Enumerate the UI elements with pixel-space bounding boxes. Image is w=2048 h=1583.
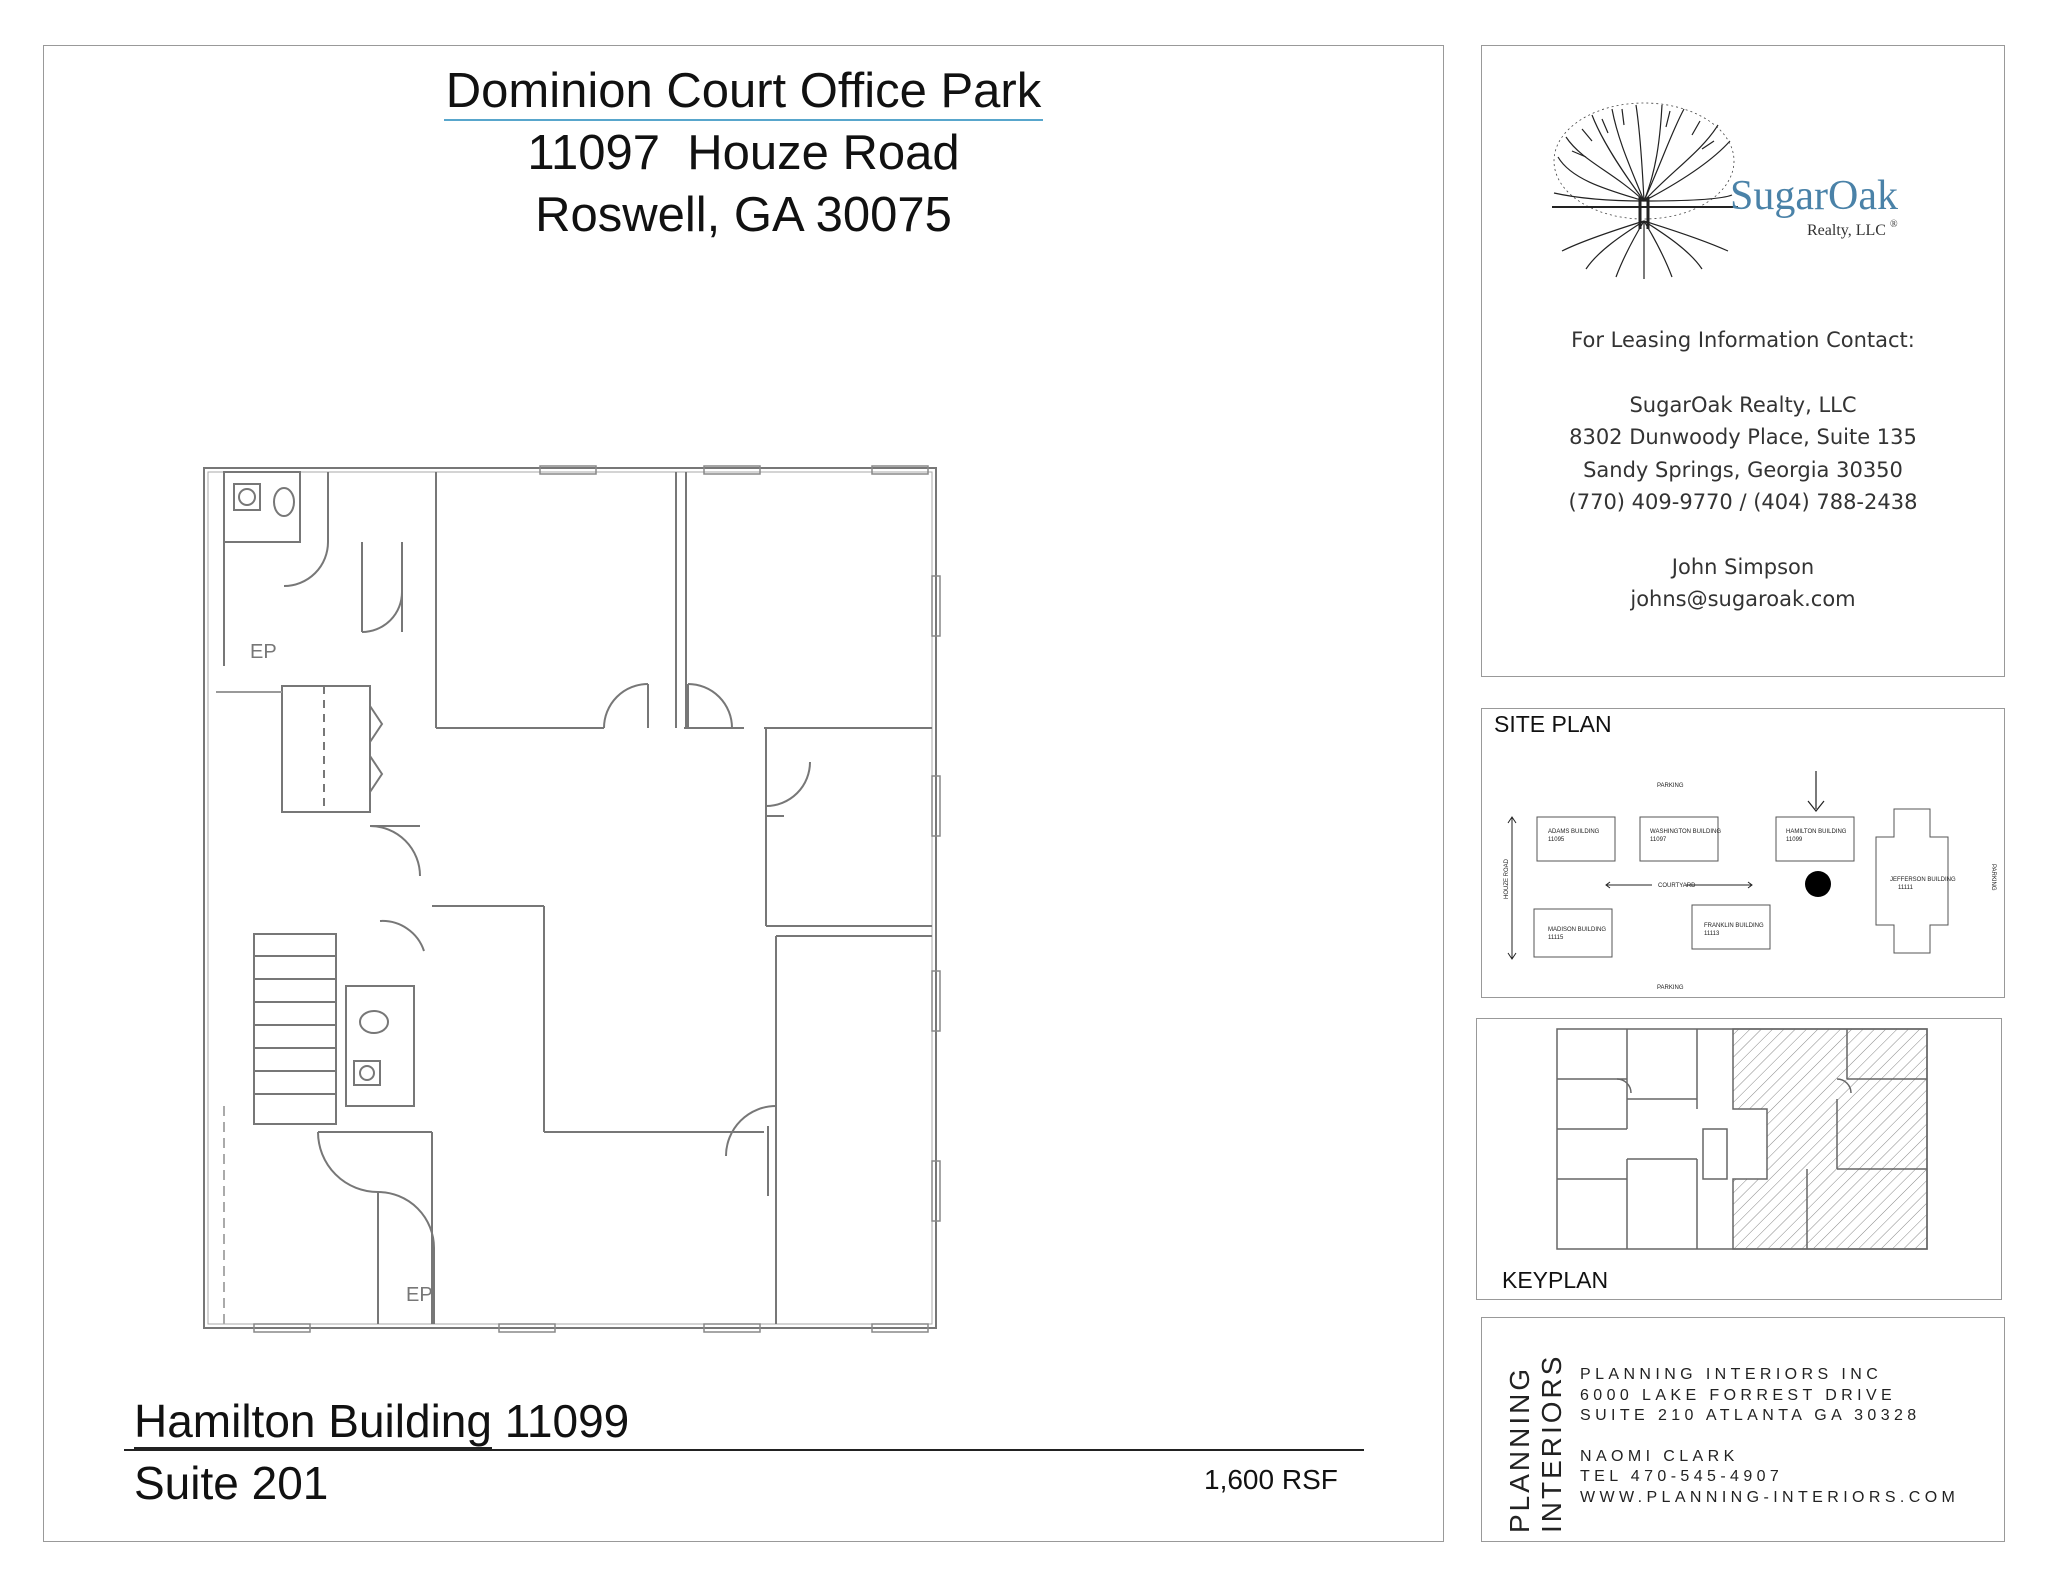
site-courtyard-label: COURTYARD — [1658, 883, 1696, 889]
designer-company: PLANNING INTERIORS INC — [1580, 1366, 1883, 1383]
site-parking-right: PARKING — [1990, 864, 1996, 891]
site-plan-panel — [1481, 708, 2005, 998]
designer-contact-name: NAOMI CLARK — [1580, 1447, 1739, 1465]
contact-name: John Simpson — [1671, 554, 1815, 579]
designer-address-1: 6000 LAKE FORREST DRIVE — [1580, 1386, 1897, 1404]
hamilton-name: HAMILTON BUILDING — [1786, 829, 1847, 835]
key-plan-title: KEYPLAN — [1502, 1267, 1609, 1293]
jefferson-number: 11111 — [1898, 885, 1913, 891]
jefferson-name: JEFFERSON BUILDING — [1890, 877, 1956, 883]
city-state-zip: Roswell, GA 30075 — [535, 188, 952, 242]
building-name-underlined: Hamilton Building — [134, 1395, 492, 1447]
madison-number: 11115 — [1548, 935, 1564, 941]
pi-brand-line-1: PLANNING — [1504, 1365, 1535, 1533]
designer-tel: TEL 470-545-4907 — [1580, 1468, 1784, 1485]
logo-brand: SugarOak — [1730, 173, 1898, 219]
contact-phones: (770) 409-9770 / (404) 788-2438 — [1568, 490, 1918, 514]
madison-name: MADISON BUILDING — [1548, 927, 1607, 933]
suite-label: Suite 201 — [134, 1457, 329, 1509]
site-plan-drawing — [1482, 709, 2006, 999]
footer-rule — [124, 1449, 1364, 1451]
designer-panel — [1481, 1317, 2005, 1542]
contact-company: SugarOak Realty, LLC — [1629, 392, 1857, 417]
adams-number: 11095 — [1548, 837, 1565, 843]
floor-plan-sheet — [43, 45, 1444, 1542]
contact-address-1: 8302 Dunwoody Place, Suite 135 — [1569, 425, 1917, 449]
designer-web: WWW.PLANNING-INTERIORS.COM — [1580, 1488, 1960, 1506]
contact-heading: For Leasing Information Contact: — [1571, 328, 1915, 352]
highlighted-suite — [1733, 1029, 1927, 1249]
contact-text — [1482, 324, 2004, 616]
contact-address-2: Sandy Springs, Georgia 30350 — [1583, 457, 1903, 482]
contact-email: johns@sugaroak.com — [1630, 587, 1856, 611]
street-address: 11097 Houze Road — [527, 126, 960, 180]
site-parking-top: PARKING — [1657, 783, 1684, 789]
site-road-label: HOUZE ROAD — [1504, 858, 1510, 899]
franklin-name: FRANKLIN BUILDING — [1704, 923, 1764, 929]
property-name: Dominion Court Office Park — [444, 63, 1044, 121]
ep-label-bottom: EP — [406, 1284, 433, 1306]
ep-label-top: EP — [250, 641, 277, 663]
planning-interiors-logo — [1504, 1348, 1574, 1538]
key-plan-drawing — [1477, 1019, 2003, 1301]
adams-name: ADAMS BUILDING — [1548, 829, 1600, 835]
area-label: 1,600 RSF — [1204, 1464, 1338, 1495]
floor-plan-drawing — [164, 406, 1064, 1356]
contact-panel — [1481, 45, 2005, 677]
site-plan-title: SITE PLAN — [1494, 711, 1612, 737]
designer-text — [1580, 1365, 1959, 1508]
location-marker-icon — [1805, 871, 1831, 897]
washington-number: 11097 — [1650, 837, 1667, 843]
logo-sub: Realty, LLC — [1807, 222, 1886, 239]
title-block — [44, 60, 1443, 246]
key-plan-panel — [1476, 1018, 2002, 1300]
franklin-number: 11113 — [1704, 931, 1720, 937]
designer-address-2: SUITE 210 ATLANTA GA 30328 — [1580, 1407, 1921, 1424]
building-name — [134, 1394, 629, 1448]
sugaroak-logo — [1552, 101, 1932, 281]
madison-building — [1534, 909, 1612, 957]
hamilton-number: 11099 — [1786, 837, 1803, 843]
building-number: 11099 — [491, 1395, 630, 1447]
oak-tree-icon — [1552, 103, 1738, 279]
washington-name: WASHINGTON BUILDING — [1650, 829, 1722, 835]
site-parking-bottom: PARKING — [1657, 985, 1684, 991]
logo-reg-mark: ® — [1890, 219, 1898, 230]
pi-brand-line-2: INTERIORS — [1536, 1353, 1567, 1533]
